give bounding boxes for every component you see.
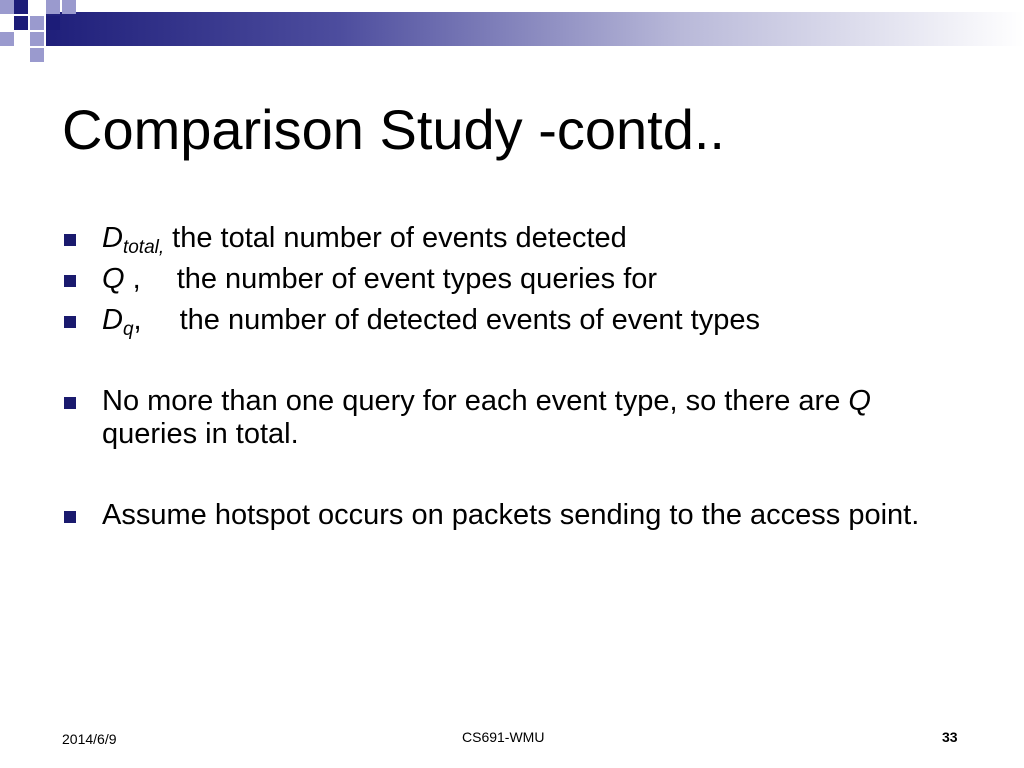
header-gradient-bar [46,12,1024,46]
bullet-text: the number of detected events of event types [179,304,760,336]
bullet-punct: , [124,263,141,295]
variable-d: D [102,222,123,254]
bullet-text: the number of event types queries for [176,263,658,295]
variable-q: Q [848,385,871,417]
bullet-text: the total number of events detected [172,222,627,254]
slide-title: Comparison Study -contd.. [62,98,725,161]
decor-square [46,0,60,14]
decor-square [14,16,28,30]
footer-date: 2014/6/9 [62,731,117,747]
bullet-d-q [62,304,962,340]
decor-square [46,16,60,30]
bullet-text-before: No more than one query for each event type, so there are [102,385,849,417]
bullet-marker [64,275,76,287]
bullet-marker [64,234,76,246]
variable-q: Q [102,263,125,295]
decor-square [30,32,44,46]
subscript-total: total, [122,237,165,258]
bullet-query-count [62,385,962,451]
decor-square [30,16,44,30]
decor-square [0,32,14,46]
bullet-punct: , [133,304,142,336]
bullet-text: Assume hotspot occurs on packets sending to the access point. [102,499,920,531]
subscript-q: q [122,319,134,340]
bullet-q [62,263,962,296]
header-decoration [0,0,1024,48]
bullet-list [62,222,962,532]
bullet-marker [64,397,76,409]
bullet-text-after: queries in total. [102,418,299,450]
bullet-hotspot [62,499,962,532]
decor-square [30,48,44,62]
bullet-marker [64,316,76,328]
bullet-marker [64,511,76,523]
variable-d: D [102,304,123,336]
decor-square [14,0,28,14]
bullet-d-total [62,222,962,258]
decor-square [62,0,76,14]
footer-page-number: 33 [942,729,958,745]
decor-square [0,0,14,14]
footer-course: CS691-WMU [462,729,545,745]
